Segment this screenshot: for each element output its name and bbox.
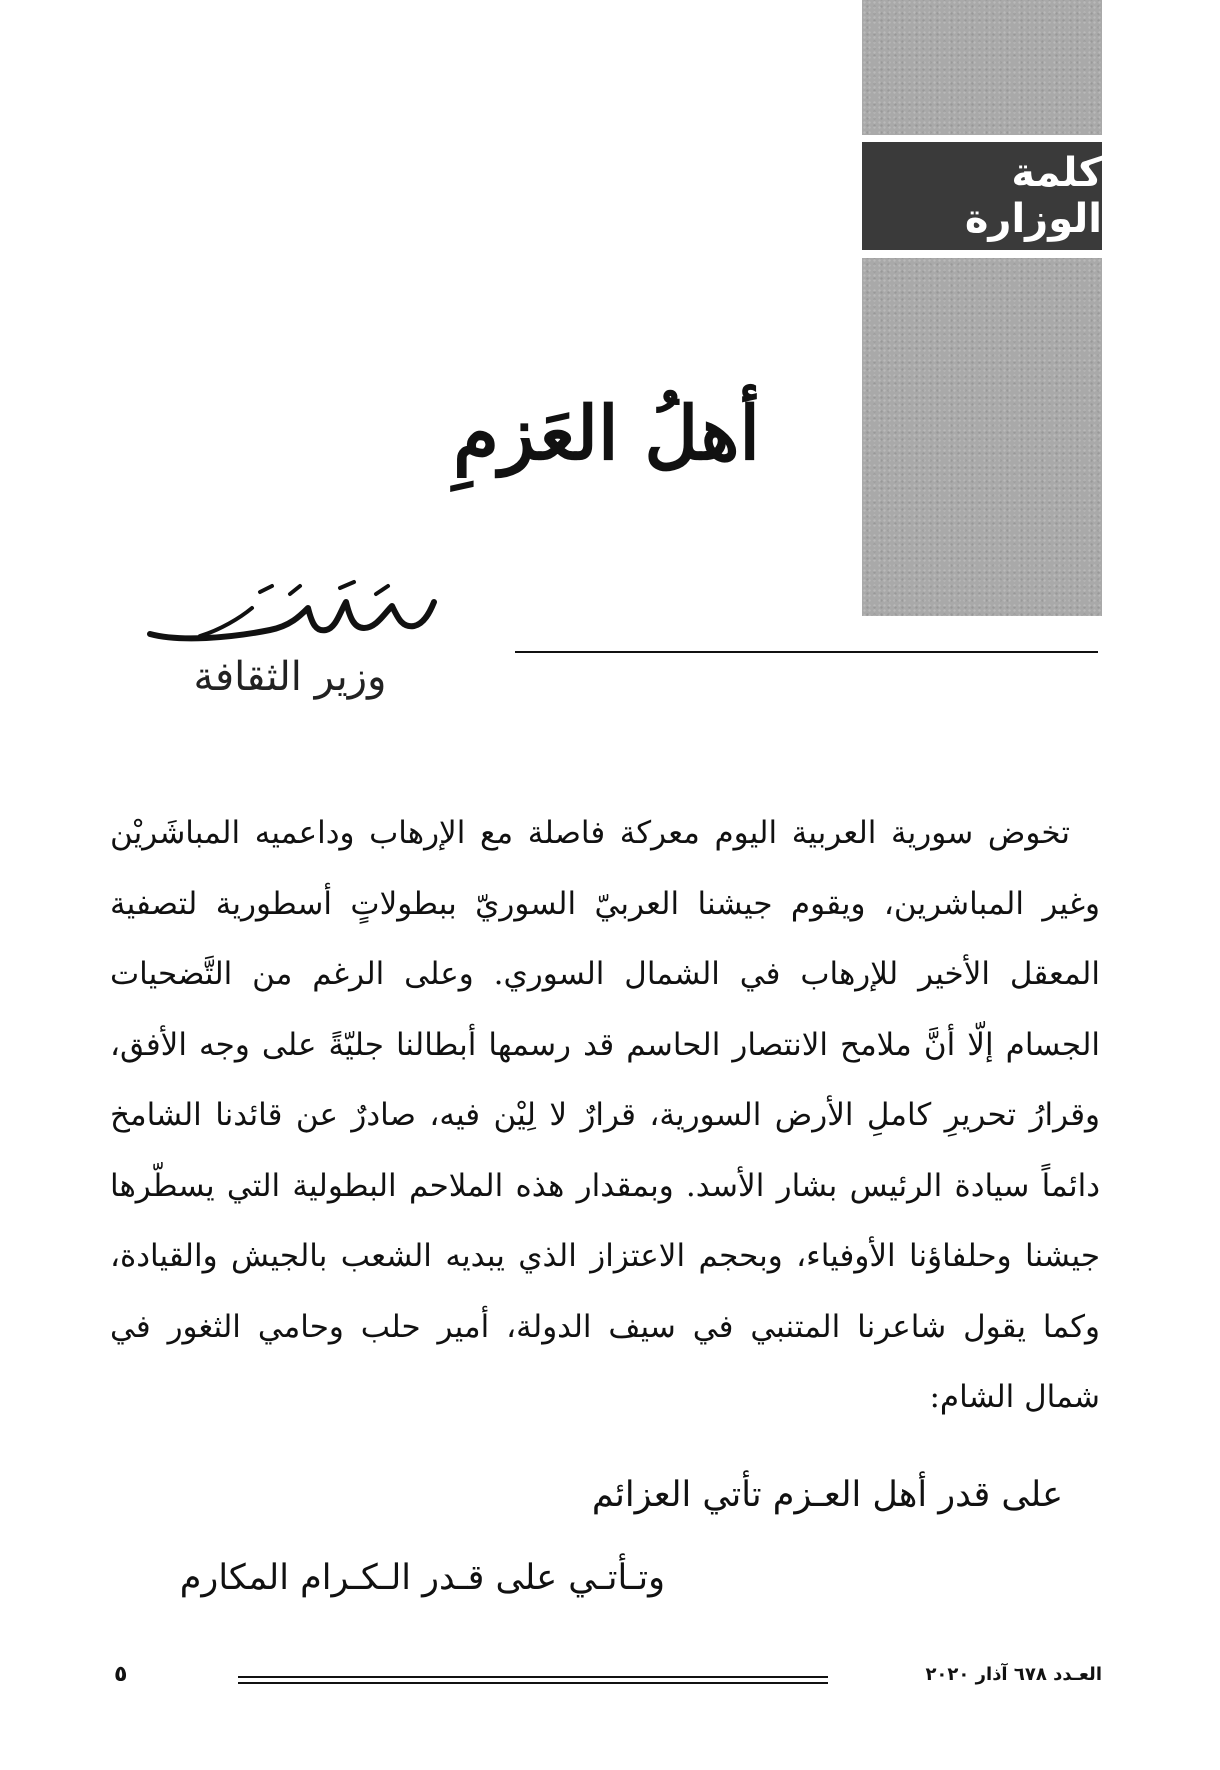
- issue-info: العـدد ٦٧٨ آذار ٢٠٢٠: [925, 1664, 1102, 1685]
- section-label: كلمة الوزارة: [862, 142, 1102, 250]
- article-title: أهلُ العَزمِ: [453, 391, 760, 477]
- page-number: ٥: [114, 1662, 128, 1687]
- article-paragraph: تخوض سورية العربية اليوم معركة فاصلة مع الإرهاب وداعميه المباشَريْن وغير المباشرين، ويقوم جيشنا العربيّ السوريّ ببطولاتٍ أسطورية لتصفية المعقل الأخير للإرهاب في الشمال السوري. وعلى الرغم من التَّضحيات الجسام إلّا أنَّ ملامح الانتصار الحاسم قد رسمها أبطالنا جليّةً على وجه الأفق، وقرارُ تحريرِ كاملِ الأرض السورية، قرارٌ لا لِيْن فيه، صادرٌ عن قائدنا الشامخ دائماً سيادة الرئيس بشار الأسد. وبمقدار هذه الملاحم البطولية التي يسطّرها جيشنا وحلفاؤنا الأوفياء، وبحجم الاعتزاز الذي يبديه الشعب بالجيش والقيادة، وكما يقول شاعرنا المتنبي في سيف الدولة، أمير حلب وحامي الثغور في شمال الشام:: [110, 815, 1100, 1415]
- title-divider: [515, 651, 1098, 653]
- decorative-grey-block-bottom: [862, 258, 1102, 616]
- article-body: [110, 798, 1100, 1433]
- author-signature: [140, 572, 440, 652]
- poem-verse-1: على قدر أهل العـزم تأتي العزائم: [591, 1475, 1063, 1515]
- poem-verse-2: وتـأتـي على قـدر الـكـرام المكارم: [179, 1558, 665, 1598]
- page-footer: [0, 1662, 1220, 1702]
- author-title: وزير الثقافة: [193, 654, 387, 700]
- author-block: [140, 572, 440, 712]
- footer-divider: [238, 1676, 828, 1684]
- decorative-grey-block-top: [862, 0, 1102, 135]
